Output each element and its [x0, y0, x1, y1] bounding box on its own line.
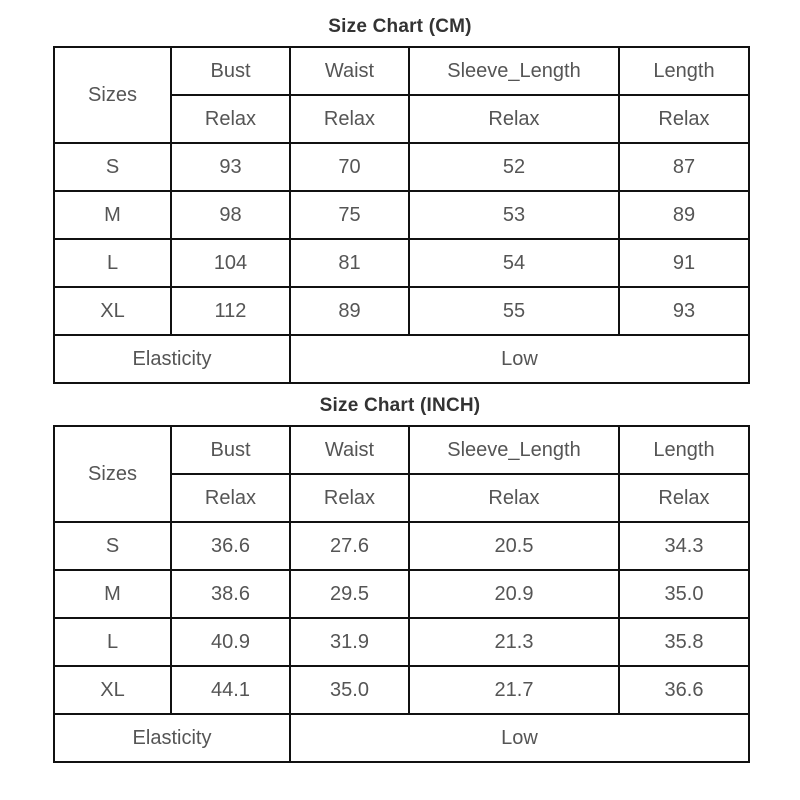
- size-cell: S: [54, 143, 171, 191]
- table-header-row: [54, 426, 749, 474]
- value-cell: 70: [290, 143, 409, 191]
- value-cell: 81: [290, 239, 409, 287]
- elasticity-row: [54, 714, 749, 762]
- size-cell: XL: [54, 666, 171, 714]
- value-cell: 87: [619, 143, 749, 191]
- column-header-bust: Bust: [171, 426, 290, 474]
- value-cell: 31.9: [290, 618, 409, 666]
- table-header-row: [54, 47, 749, 95]
- table-row: [54, 239, 749, 287]
- table-row: [54, 570, 749, 618]
- elasticity-label: Elasticity: [54, 335, 290, 383]
- value-cell: 35.8: [619, 618, 749, 666]
- value-cell: 35.0: [290, 666, 409, 714]
- value-cell: 104: [171, 239, 290, 287]
- value-cell: 52: [409, 143, 619, 191]
- column-header-length: Length: [619, 426, 749, 474]
- value-cell: 20.9: [409, 570, 619, 618]
- elasticity-row: [54, 335, 749, 383]
- table-row: [54, 143, 749, 191]
- value-cell: 53: [409, 191, 619, 239]
- fit-cell: Relax: [409, 474, 619, 522]
- sizes-header: Sizes: [54, 47, 171, 143]
- table-row: [54, 191, 749, 239]
- size-chart-cm-table: [53, 46, 750, 384]
- size-cell: S: [54, 522, 171, 570]
- value-cell: 89: [290, 287, 409, 335]
- elasticity-value: Low: [290, 335, 749, 383]
- fit-cell: Relax: [171, 474, 290, 522]
- elasticity-label: Elasticity: [54, 714, 290, 762]
- fit-cell: Relax: [290, 95, 409, 143]
- column-header-bust: Bust: [171, 47, 290, 95]
- value-cell: 44.1: [171, 666, 290, 714]
- column-header-sleeve-length: Sleeve_Length: [409, 426, 619, 474]
- value-cell: 93: [171, 143, 290, 191]
- size-chart-inch-table: [53, 425, 750, 763]
- size-cell: M: [54, 191, 171, 239]
- elasticity-value: Low: [290, 714, 749, 762]
- value-cell: 21.7: [409, 666, 619, 714]
- value-cell: 38.6: [171, 570, 290, 618]
- column-header-length: Length: [619, 47, 749, 95]
- value-cell: 54: [409, 239, 619, 287]
- column-header-waist: Waist: [290, 426, 409, 474]
- value-cell: 75: [290, 191, 409, 239]
- column-header-sleeve-length: Sleeve_Length: [409, 47, 619, 95]
- size-cell: M: [54, 570, 171, 618]
- size-cell: L: [54, 239, 171, 287]
- value-cell: 27.6: [290, 522, 409, 570]
- value-cell: 112: [171, 287, 290, 335]
- value-cell: 35.0: [619, 570, 749, 618]
- value-cell: 93: [619, 287, 749, 335]
- size-cell: L: [54, 618, 171, 666]
- table-row: [54, 522, 749, 570]
- value-cell: 36.6: [171, 522, 290, 570]
- fit-cell: Relax: [290, 474, 409, 522]
- fit-cell: Relax: [171, 95, 290, 143]
- value-cell: 55: [409, 287, 619, 335]
- value-cell: 34.3: [619, 522, 749, 570]
- column-header-waist: Waist: [290, 47, 409, 95]
- value-cell: 29.5: [290, 570, 409, 618]
- size-cell: XL: [54, 287, 171, 335]
- value-cell: 98: [171, 191, 290, 239]
- table-row: [54, 666, 749, 714]
- size-chart-inch-title: Size Chart (INCH): [319, 395, 481, 416]
- table-row: [54, 618, 749, 666]
- value-cell: 20.5: [409, 522, 619, 570]
- fit-cell: Relax: [619, 474, 749, 522]
- fit-cell: Relax: [619, 95, 749, 143]
- size-chart-cm-title: Size Chart (CM): [328, 16, 472, 37]
- fit-cell: Relax: [409, 95, 619, 143]
- sizes-header: Sizes: [54, 426, 171, 522]
- value-cell: 36.6: [619, 666, 749, 714]
- table-row: [54, 287, 749, 335]
- value-cell: 40.9: [171, 618, 290, 666]
- value-cell: 89: [619, 191, 749, 239]
- value-cell: 21.3: [409, 618, 619, 666]
- value-cell: 91: [619, 239, 749, 287]
